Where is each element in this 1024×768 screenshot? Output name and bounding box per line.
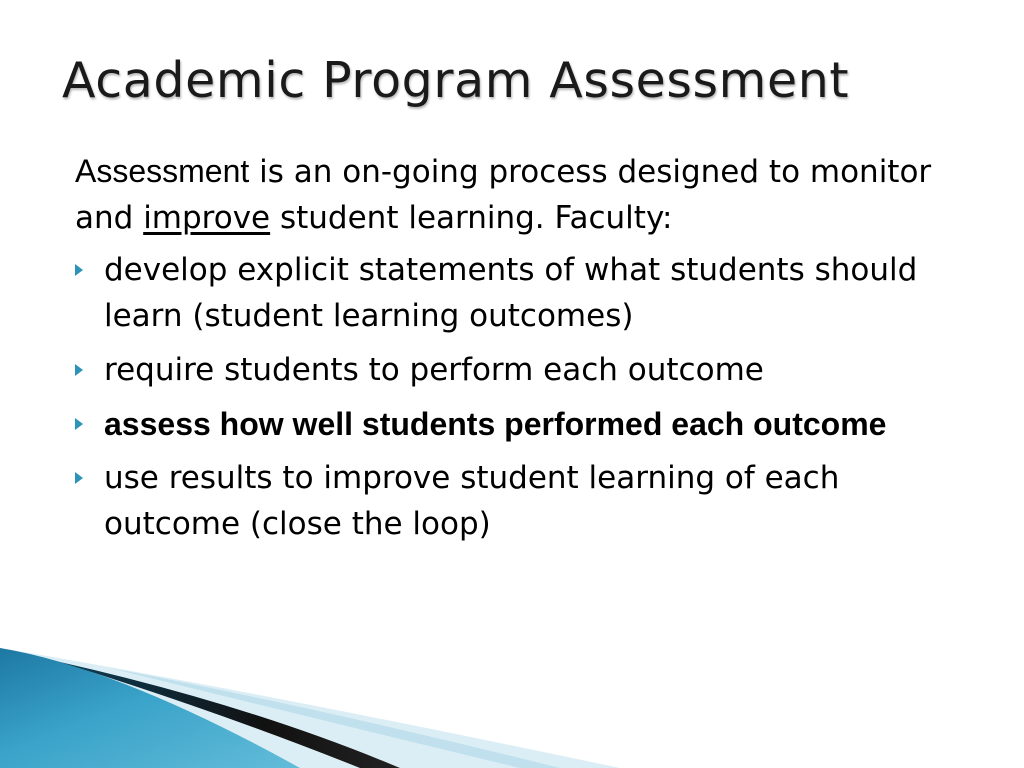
wave-dark-stripe [60, 662, 400, 768]
intro-bold-word: Assessment [75, 153, 250, 189]
intro-text-part2: student learning. Faculty: [270, 200, 673, 236]
intro-text-part1: is an on-going process designed to monitor and [75, 154, 932, 236]
bullet-item [75, 247, 975, 339]
wave-light-stripe [110, 668, 560, 768]
wave-light-band [0, 648, 620, 768]
triangle-bullet-icon [75, 364, 83, 376]
triangle-bullet-icon [75, 264, 83, 276]
bullet-list [75, 247, 975, 547]
bullet-item [75, 455, 975, 547]
bullet-text: use results to improve student learning of each outcome (close the loop) [104, 460, 840, 542]
triangle-bullet-icon [75, 418, 83, 430]
slide-body [75, 148, 975, 555]
bullet-text: require students to perform each outcome [104, 352, 764, 388]
wave-blue-band [0, 648, 300, 768]
triangle-bullet-icon [75, 472, 83, 484]
slide-title: Academic Program Assessment [62, 52, 850, 109]
bullet-item-bold [75, 401, 975, 447]
bullet-item [75, 347, 975, 393]
intro-paragraph [75, 148, 975, 241]
intro-underlined-word: improve [143, 200, 271, 236]
bullet-text: develop explicit statements of what students should learn (student learning outcomes) [104, 252, 918, 334]
bullet-text: assess how well students performed each outcome [104, 406, 887, 442]
